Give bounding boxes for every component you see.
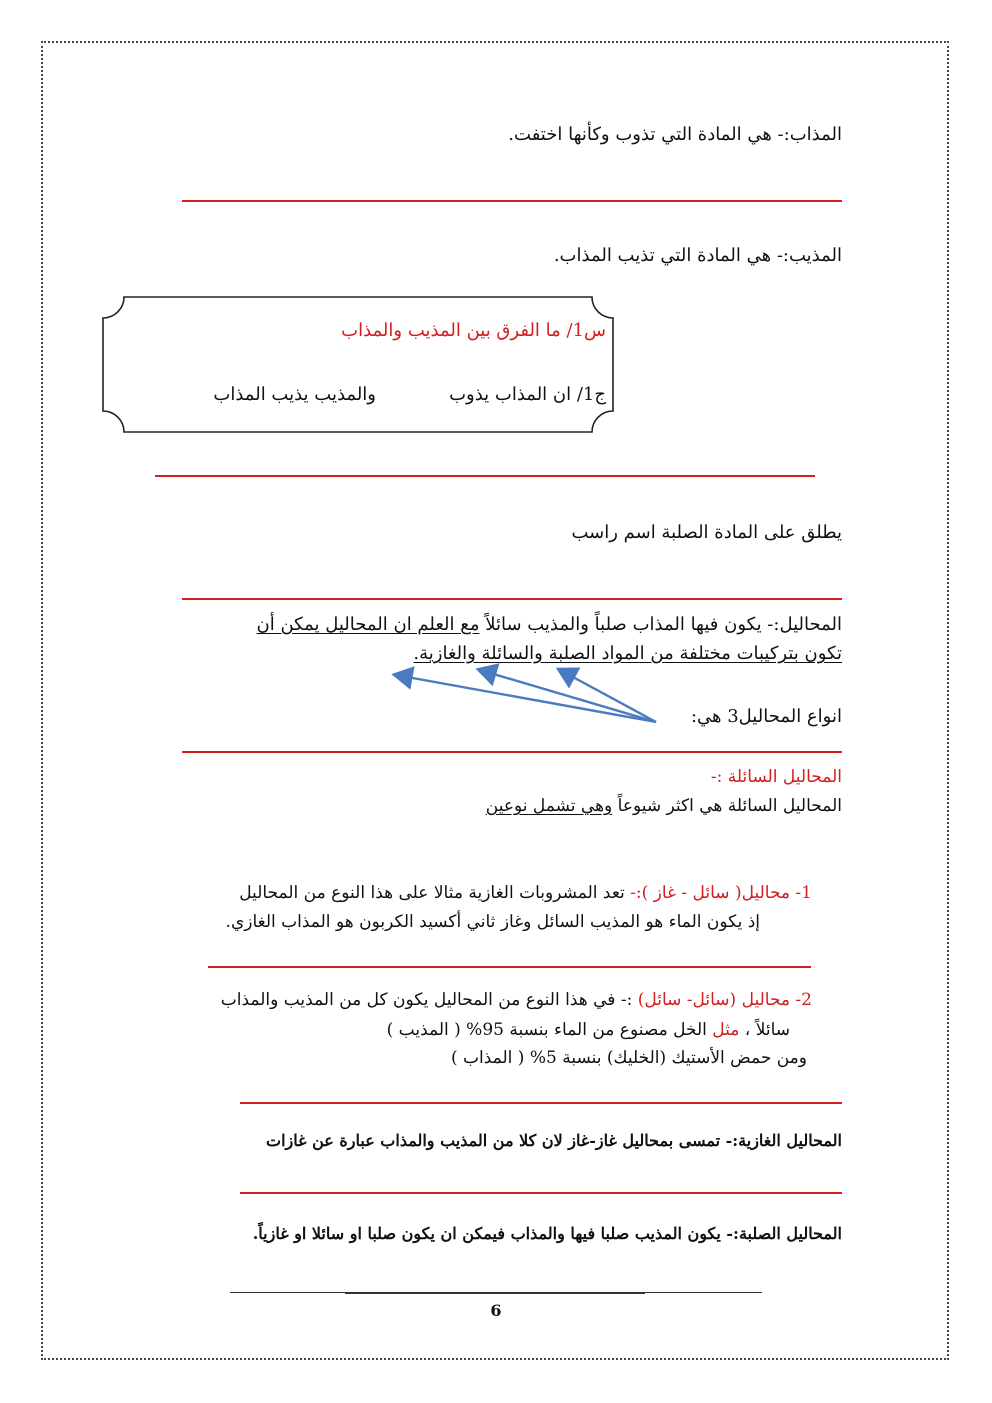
arrows-diagram bbox=[380, 660, 670, 730]
page-number: 6 bbox=[490, 1301, 502, 1320]
solute-definition: المذاب:- هي المادة التي تذوب وكأنها اختفت. bbox=[508, 124, 842, 145]
type-2-line-2 bbox=[387, 1020, 790, 1040]
divider-7 bbox=[240, 1192, 842, 1194]
gas-solutions: المحاليل الغازية:- تمسى بمحاليل غاز-غاز لان كلا من المذيب والمذاب عبارة عن غازات bbox=[266, 1131, 842, 1150]
types-line: انواع المحاليل3 هي: bbox=[690, 706, 842, 727]
liquid-solutions-heading: المحاليل السائلة :- bbox=[710, 767, 842, 787]
type-2-label: 2- محاليل (سائل- سائل) bbox=[637, 990, 812, 1010]
solutions-definition-line-2: تكون بتركيبات مختلفة من المواد الصلبة والسائلة والغازية. bbox=[413, 643, 842, 664]
solvent-definition: المذيب:- هي المادة التي تذيب المذاب. bbox=[553, 245, 842, 266]
type-2-example-word: مثل bbox=[712, 1020, 740, 1040]
type-1-text-1: تعد المشروبات الغازية مثالا على هذا النوع من المحاليل bbox=[239, 883, 625, 903]
question-text: س1/ ما الفرق بين المذيب والمذاب bbox=[341, 320, 606, 341]
type-2-text-2-start: سائلاً ، bbox=[739, 1020, 790, 1040]
liquid-solutions-intro-plain: المحاليل السائلة هي اكثر شيوعاً bbox=[612, 796, 842, 816]
type-2-text-2-end: الخل مصنوع من الماء بنسبة 95% ( المذيب ) bbox=[386, 1020, 713, 1040]
solid-solutions: المحاليل الصلبة:- يكون المذيب صلبا فيها والمذاب فيمكن ان يكون صلبا او سائلا او غازياً. bbox=[252, 1224, 842, 1243]
divider-5 bbox=[208, 966, 811, 968]
liquid-solutions-intro-underlined: وهي تشمل نوعين bbox=[485, 796, 613, 816]
liquid-solutions-intro bbox=[486, 796, 842, 816]
type-1-line-2: إذ يكون الماء هو المذيب السائل وغاز ثاني أكسيد الكربون هو المذاب الغازي. bbox=[225, 912, 760, 932]
footer-line-thick bbox=[345, 1292, 645, 1294]
divider-3 bbox=[182, 598, 842, 600]
solutions-definition-line-1 bbox=[257, 614, 843, 635]
answer-part-1: ج1/ ان المذاب يذوب bbox=[449, 384, 606, 405]
type-2-line-3: ومن حمض الأستيك (الخليك) بنسبة 5% ( المذاب ) bbox=[450, 1048, 807, 1068]
question-box bbox=[102, 296, 614, 433]
type-1-label: 1- محاليل( سائل - غاز ):- bbox=[630, 883, 812, 903]
type-2-text-1: :- في هذا النوع من المحاليل يكون كل من المذيب والمذاب bbox=[220, 990, 633, 1010]
answer-part-2: والمذيب يذيب المذاب bbox=[213, 384, 376, 405]
solutions-definition-underlined-1: مع العلم ان المحاليل يمكن أن bbox=[256, 614, 480, 635]
divider-2 bbox=[155, 475, 815, 477]
divider-1 bbox=[182, 200, 842, 202]
divider-6 bbox=[240, 1102, 842, 1104]
question-box-frame bbox=[102, 296, 614, 433]
solutions-definition-plain: المحاليل:- يكون فيها المذاب صلباً والمذيب سائلاً bbox=[479, 614, 842, 635]
type-1-line-1 bbox=[239, 883, 812, 903]
type-2-line-1 bbox=[221, 990, 812, 1010]
arrow-to-gas bbox=[396, 675, 656, 722]
precipitate-note: يطلق على المادة الصلبة اسم راسب bbox=[571, 522, 842, 543]
divider-4 bbox=[182, 751, 842, 753]
